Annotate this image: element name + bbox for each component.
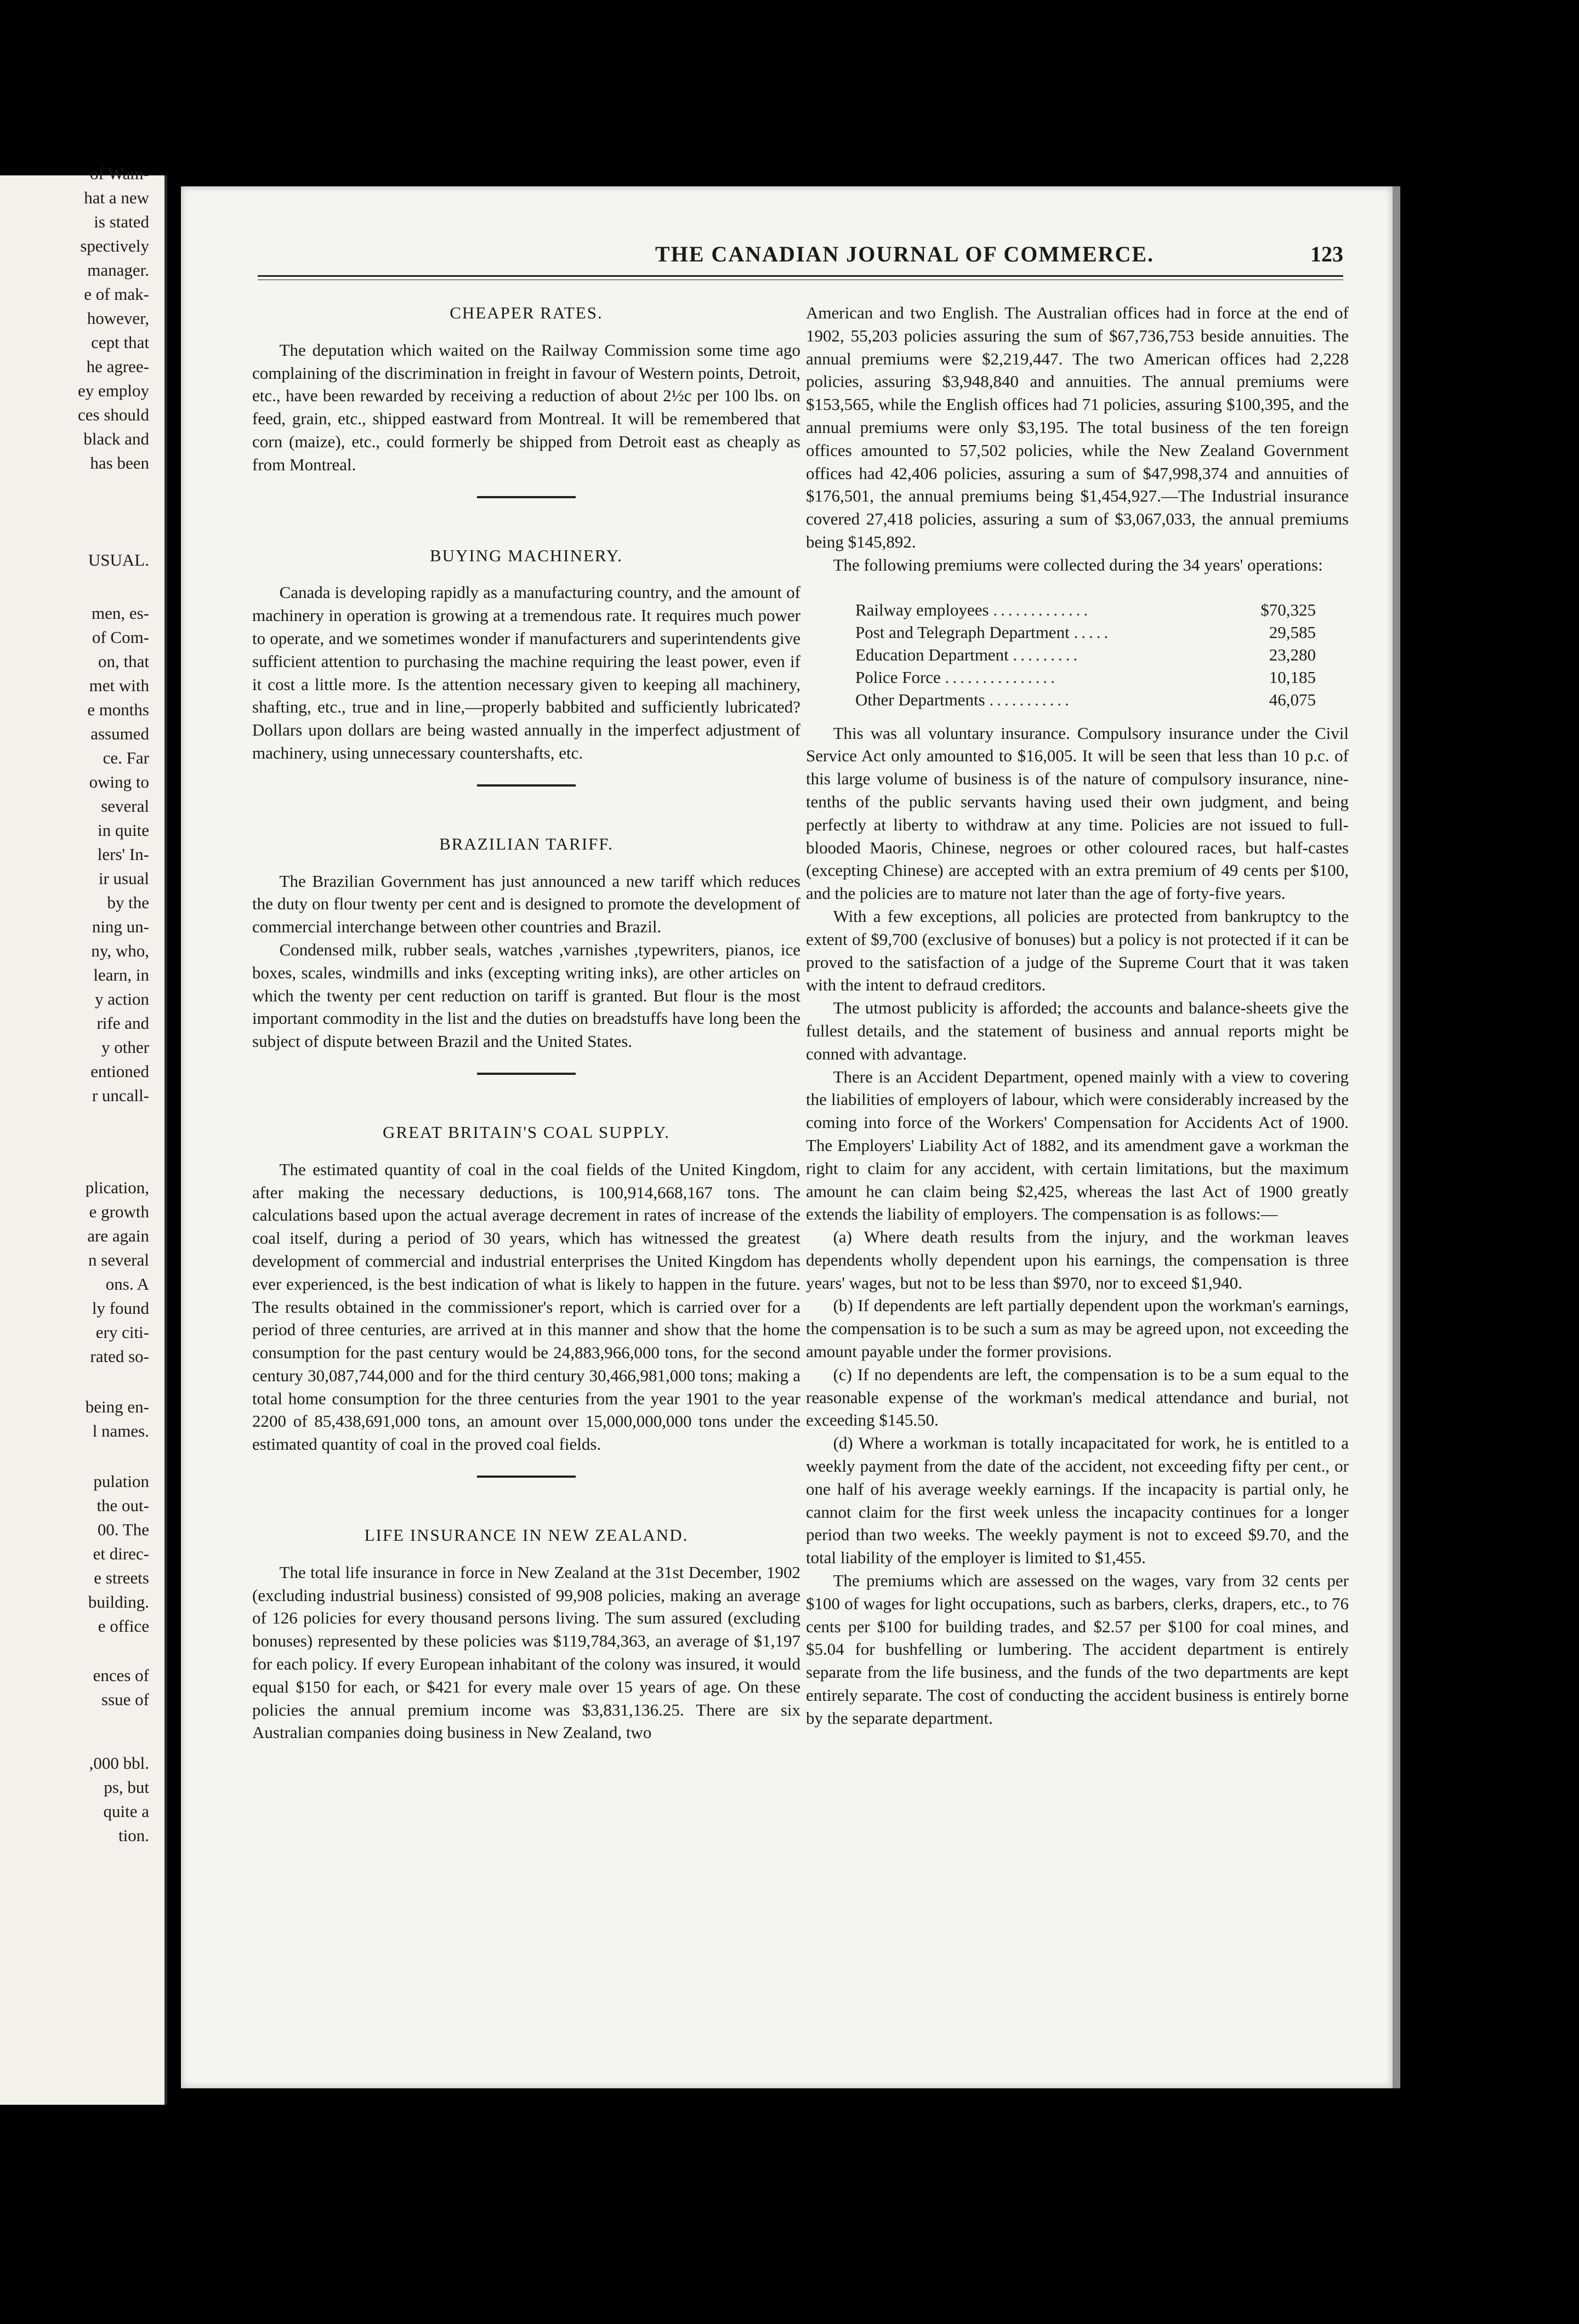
article-heading-cheaper-rates: CHEAPER RATES. xyxy=(450,303,603,322)
article-heading-brazilian-tariff: BRAZILIAN TARIFF. xyxy=(439,834,614,853)
facing-page-text-fragment: of Wam- xyxy=(90,164,149,183)
header-rule xyxy=(258,275,1343,280)
facing-page-text-fragment: r uncall- xyxy=(92,1086,149,1105)
article-body-life-insurance: The total life insurance in force in New Zealand at the 31st December, 1902 (excluding industrial business) consisted of 99,908 policies, making an average of 126 policies for every thousand persons living. The sum assured (excluding bonuses) represented by these policies was $119,784,363, an average of $1,197 for each policy. If every European inhabitant of the colony was insured, it would equal $150 for each, or $421 for every male over 15 years of age. On these policies the annual premium income was $3,831,136.25. There are six Australian companies doing business in New Zealand, two xyxy=(252,1562,800,1742)
facing-page-text-fragment: ny, who, xyxy=(91,941,149,960)
facing-page-text-fragment: several xyxy=(101,796,149,816)
journal-title: THE CANADIAN JOURNAL OF COMMERCE. xyxy=(655,242,1155,266)
premiums-intro: The following premiums were collected during the 34 years' operations: xyxy=(833,555,1323,574)
facing-page-text-fragment: tion. xyxy=(118,1826,149,1845)
premiums-table xyxy=(855,599,1316,711)
body-paragraph: The utmost publicity is afforded; the accounts and balance-sheets give the fullest details, and the statement of business and annual reports might be conned with advantage. xyxy=(806,998,1349,1063)
facing-page-text-fragment: learn, in xyxy=(93,965,149,984)
premium-label: Post and Telegraph Department xyxy=(855,622,1070,642)
article-heading-life-insurance: LIFE INSURANCE IN NEW ZEALAND. xyxy=(364,1525,689,1545)
left-column xyxy=(252,301,800,1744)
facing-page-text-fragment: ons. A xyxy=(105,1274,149,1294)
facing-page-text-fragment: he agree- xyxy=(86,357,149,376)
section-divider xyxy=(477,1073,576,1075)
premium-amount: 29,585 xyxy=(1269,622,1316,642)
facing-page-text-fragment: pulation xyxy=(93,1472,149,1491)
article-body-life-insurance-cont: American and two English. The Australian offices had in force at the end of 1902, 55,203 policies assuring the sum of $67,736,753 beside annuities. The annual premiums were $2,219,447. The two American offices had 2,228 policies, assuring $3,948,840 and annuities. The annual premiums were $153,565, while the English offices had 71 policies, assuring $100,395, and the annual premiums were only $3,195. The total business of the ten foreign offices amounted to 57,502 policies, while the New Zealand Government offices had 42,406 policies, assuring a sum of $47,998,374 and annuities of $176,501, the annual premiums being $1,454,927.—The Industrial insurance covered 27,418 policies, assuring a sum of $3,067,033, the annual premiums being $145,892. xyxy=(806,303,1349,551)
facing-page-text-fragment: ery citi- xyxy=(95,1323,149,1342)
facing-page-text-fragment: cept that xyxy=(91,333,149,352)
premium-amount: 10,185 xyxy=(1269,667,1316,687)
facing-page-text-fragment: of Com- xyxy=(92,628,149,647)
facing-page-text-fragment: met with xyxy=(89,676,149,695)
facing-page-text-fragment: rated so- xyxy=(90,1347,149,1366)
table-row: Railway employees ............. $70,325 xyxy=(855,599,1316,621)
table-row: Police Force ............... 10,185 xyxy=(855,666,1316,688)
facing-page-text-fragment: n several xyxy=(88,1250,149,1269)
section-divider xyxy=(477,496,576,498)
premium-label: Railway employees xyxy=(855,600,989,619)
facing-page-text-fragment: has been xyxy=(90,453,149,472)
facing-page-text-fragment: however, xyxy=(87,309,149,328)
facing-page-text-fragment: e growth xyxy=(89,1202,149,1221)
body-paragraph: (b) If dependents are left partially dependent upon the workman's earnings, the compensation is to be such a sum as may be agreed upon, not exceeding the amount payable under the former provisions. xyxy=(806,1296,1349,1362)
facing-page-text-fragment: e months xyxy=(87,700,149,719)
facing-page-text-fragment: men, es- xyxy=(91,603,149,623)
facing-page-text-fragment: ces should xyxy=(77,405,149,424)
table-row: Education Department ......... 23,280 xyxy=(855,643,1316,666)
facing-page-strip xyxy=(0,164,167,2105)
facing-page-text-fragment: USUAL. xyxy=(88,550,149,569)
facing-page-text-fragment: ir usual xyxy=(98,869,149,888)
facing-page-text-fragment: e office xyxy=(98,1616,149,1636)
facing-page-text-fragment: plication, xyxy=(85,1178,149,1197)
article-body-brazilian-tariff-1: The Brazilian Government has just announced a new tariff which reduces the duty on flour twenty per cent and is designed to promote the development of commercial interchange between other countries and Brazil. xyxy=(252,871,800,937)
facing-page-text-fragment: by the xyxy=(107,893,149,912)
facing-page-text-fragment: et direc- xyxy=(93,1544,149,1563)
facing-page-text-fragment: are again xyxy=(87,1226,149,1245)
body-paragraph: There is an Accident Department, opened mainly with a view to covering the liabilities of employers of labour, which were considerably increased by the coming into force of the Workers' Compensation for Accidents Act of 1900. The Employers' Liability Act of 1882, and its amendment gave a workman the right to claim for any accident, with certain limitations, but the maximum amount he can claim being $2,425, whereas the last Act of 1900 greatly extends the liability of employers. The compensation is as follows:— xyxy=(806,1067,1349,1224)
article-body-brazilian-tariff-2: Condensed milk, rubber seals, watches ,varnishes ,typewriters, pianos, ice boxes, scales, windmills and inks (excepting writing inks), are other articles on which the twenty per cent reduction on tariff is granted. But flour is the most important commodity in the list and the duties on breadstuffs have long been the subject of dispute between Brazil and the United States. xyxy=(252,939,800,1051)
facing-page-text-fragment: lers' In- xyxy=(97,845,149,864)
journal-page xyxy=(181,186,1400,2088)
facing-page-text-fragment: ps, but xyxy=(104,1778,149,1797)
facing-page-text-fragment: owing to xyxy=(89,772,149,791)
section-divider xyxy=(477,1476,576,1478)
premium-label: Education Department xyxy=(855,645,1009,664)
facing-page-text-fragment: being en- xyxy=(85,1397,149,1416)
facing-page-text-fragment: the out- xyxy=(96,1496,149,1515)
premium-amount: 23,280 xyxy=(1269,645,1316,664)
facing-page-text-fragment: ssue of xyxy=(101,1690,149,1709)
facing-page-text-fragment: e of mak- xyxy=(84,284,149,304)
table-row: Post and Telegraph Department ..... 29,585 xyxy=(855,621,1316,643)
facing-page-text-fragment: e streets xyxy=(94,1568,149,1587)
facing-page-text-fragment: quite a xyxy=(103,1802,149,1821)
article-body-coal-supply: The estimated quantity of coal in the coal fields of the United Kingdom, after making the necessary deductions, is 100,914,668,167 tons. The calculations based upon the actual average decrement in rates of increase of the coal itself, during a period of 30 years, which has witnessed the greatest development of commercial and industrial enterprises the United Kingdom has ever experienced, is the best indication of what is likely to happen in the future. The results obtained in the commissioner's report, which is carried over for a period of three centuries, are arrived at in this manner and show that the home consumption for the past century would be 24,883,966,000 tons, for the second century 30,087,744,000 and for the third century 30,466,981,000 tons; making a total home consumption for the three centuries from the year 1901 to the year 2200 of 85,438,691,000 tons, an amount over 15,000,000,000 tons under the estimated quantity of coal in the proved coal fields. xyxy=(252,1159,800,1454)
article-heading-coal-supply: GREAT BRITAIN'S COAL SUPPLY. xyxy=(383,1122,670,1142)
article-body-cheaper-rates: The deputation which waited on the Railway Commission some time ago complaining of the discrimination in freight in favour of Western points, Detroit, etc., have been rewarded by receiving a reduction of about 2½c per 100 lbs. on feed, grain, etc., shipped eastward from Montreal. It will be remembered that corn (maize), etc., could formerly be shipped from Detroit east as cheaply as from Montreal. xyxy=(252,340,800,474)
premium-label: Other Departments xyxy=(855,690,985,709)
facing-page-text-fragment: ce. Far xyxy=(103,748,149,767)
facing-page-text-fragment: manager. xyxy=(87,260,149,280)
section-divider xyxy=(477,784,576,787)
facing-page-text-fragment: y other xyxy=(101,1038,149,1057)
premium-label: Police Force xyxy=(855,667,941,687)
facing-page-text-fragment: ,000 bbl. xyxy=(89,1753,149,1773)
body-paragraph: The premiums which are assessed on the wages, vary from 32 cents per $100 of wages for light occupations, such as barbers, clerks, drapers, etc., to 76 cents per $100 for building trades, and $2.57 per $100 for coal mines, and $5.04 for bushfelling or lumbering. The accident department is entirely separate from the life business, and the funds of the two departments are kept entirely separate. The cost of conducting the accident business is entirely borne by the separate department. xyxy=(806,1571,1349,1728)
facing-page-text-fragment: is stated xyxy=(94,212,149,231)
facing-page-text-fragment: spectively xyxy=(80,236,149,255)
facing-page-text-fragment: building. xyxy=(88,1592,149,1611)
facing-page-text-fragment: ning un- xyxy=(92,917,149,936)
article-heading-buying-machinery: BUYING MACHINERY. xyxy=(429,545,623,565)
facing-page-text-fragment: assumed xyxy=(90,724,149,743)
facing-page-text-fragment: in quite xyxy=(98,821,149,840)
page-number: 123 xyxy=(1310,242,1343,266)
article-body-buying-machinery: Canada is developing rapidly as a manufacturing country, and the amount of machinery in operation is growing at a tremendous rate. It requires much power to operate, and we sometimes wonder if manufacturers and superintendents give sufficient attention to purchasing the machine requiring the least power, even if it cost a little more. Is the attention necessary given to keeping all machinery, shafting, etc., true and in line,—properly babbited and sufficiently lubricated? Dollars upon dollars are being wasted annually in the imperfect adjustment of machinery, using unnecessary countershafts, etc. xyxy=(252,583,800,762)
facing-page-text-fragment: 00. The xyxy=(97,1520,149,1539)
body-paragraph: With a few exceptions, all policies are protected from bankruptcy to the extent of $9,700 (exclusive of bonuses) but a policy is not protected if it can be proved to the satisfaction of a judge of the Supreme Court that it was taken with the intent to defraud creditors. xyxy=(806,906,1349,995)
premium-amount: $70,325 xyxy=(1260,600,1316,619)
premium-amount: 46,075 xyxy=(1269,690,1316,709)
body-paragraph: (c) If no dependents are left, the compensation is to be a sum equal to the reasonable expense of the workman's medical attendance and burial, not exceeding $145.50. xyxy=(806,1364,1349,1430)
facing-page-text-fragment: hat a new xyxy=(84,188,149,207)
body-paragraph: (a) Where death results from the injury, and the workman leaves dependents wholly dependent upon his earnings, the compensation is three years' wages, but not to be less than $970, nor to exceed $1,940. xyxy=(806,1227,1349,1292)
facing-page-text-fragment: on, that xyxy=(98,652,149,671)
facing-page-text-fragment: l names. xyxy=(92,1421,149,1440)
facing-page-text-fragment: entioned xyxy=(90,1062,149,1081)
table-row: Other Departments ........... 46,075 xyxy=(855,688,1316,711)
facing-page-text-fragment: ey employ xyxy=(78,381,149,400)
right-column xyxy=(806,301,1349,1730)
facing-page-text-fragment: ly found xyxy=(92,1298,149,1318)
facing-page-text-fragment: black and xyxy=(83,429,149,448)
body-paragraph: This was all voluntary insurance. Compulsory insurance under the Civil Service Act only amounted to $16,005. It will be seen that less than 10 p.c. of this large volume of business is of the nature of compulsory insurance, nine-tenths of the public servants having used their own judgment, and being perfectly at liberty to withdraw at any time. Policies are not issued to full-blooded Maoris, Chinese, negroes or other coloured races, but half-castes (excepting Chinese) are accepted with an extra premium of 49 cents per $100, and the policies are to mature not later than the age of forty-five years. xyxy=(806,723,1349,903)
facing-page-text-fragment: ences of xyxy=(93,1666,149,1685)
body-paragraph: (d) Where a workman is totally incapacitated for work, he is entitled to a weekly payment from the date of the accident, not exceeding fifty per cent., or one half of his average weekly earnings. If the incapacity is partial only, he cannot claim for the first week unless the incapacity continues for a longer period than two weeks. The weekly payment is not to exceed $9.70, and the total liability of the employer is limited to $1,455. xyxy=(806,1433,1349,1568)
facing-page-text-fragment: y action xyxy=(95,989,149,1009)
facing-page-text-fragment: rife and xyxy=(96,1013,149,1033)
